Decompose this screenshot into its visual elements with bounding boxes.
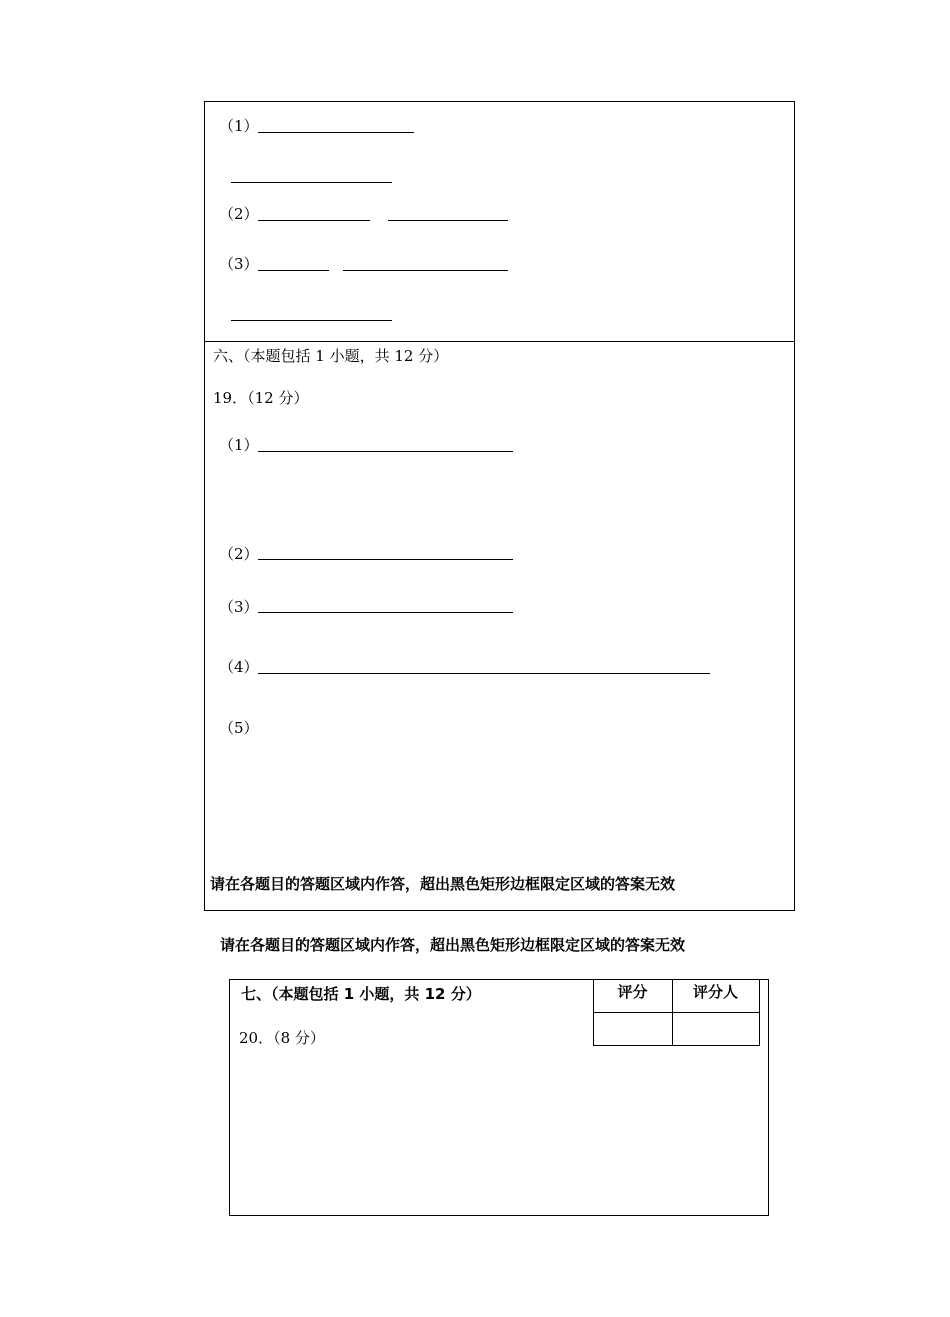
answer-blank[interactable] — [258, 270, 329, 271]
answer-blank[interactable] — [343, 270, 508, 271]
grader-cell[interactable] — [673, 1013, 758, 1044]
item-label-3: （3） — [219, 255, 259, 273]
boundary-warning: 请在各题目的答题区域内作答，超出黑色矩形边框限定区域的答案无效 — [220, 936, 686, 954]
section6-heading: 六、（本题包括 1 小题，共 12 分） — [213, 347, 449, 365]
q19-item-label-5: （5） — [219, 719, 259, 737]
score-cell[interactable] — [594, 1013, 671, 1044]
answer-blank[interactable] — [258, 451, 513, 452]
answer-blank[interactable] — [258, 612, 513, 613]
item-label-2: （2） — [219, 205, 259, 223]
question-20: 20．（8 分） — [239, 1029, 325, 1047]
answer-blank[interactable] — [231, 320, 392, 321]
boundary-warning: 请在各题目的答题区域内作答，超出黑色矩形边框限定区域的答案无效 — [210, 875, 676, 893]
answer-box-upper — [204, 101, 795, 911]
item-label-1: （1） — [219, 117, 259, 135]
q19-item-label-3: （3） — [219, 598, 259, 616]
q19-item-label-4: （4） — [219, 658, 259, 676]
answer-blank[interactable] — [388, 220, 508, 221]
answer-blank[interactable] — [231, 182, 392, 183]
question-19: 19．（12 分） — [213, 389, 309, 407]
answer-blank[interactable] — [258, 559, 513, 560]
q19-item-label-2: （2） — [219, 545, 259, 563]
section7-heading: 七、（本题包括 1 小题，共 12 分） — [241, 985, 481, 1003]
q19-item-label-1: （1） — [219, 436, 259, 454]
answer-blank[interactable] — [258, 132, 414, 133]
score-header: 评分 — [617, 983, 648, 1001]
section-divider — [204, 341, 795, 342]
answer-blank[interactable] — [258, 220, 370, 221]
answer-blank[interactable] — [258, 673, 710, 674]
grader-header: 评分人 — [692, 983, 738, 1001]
